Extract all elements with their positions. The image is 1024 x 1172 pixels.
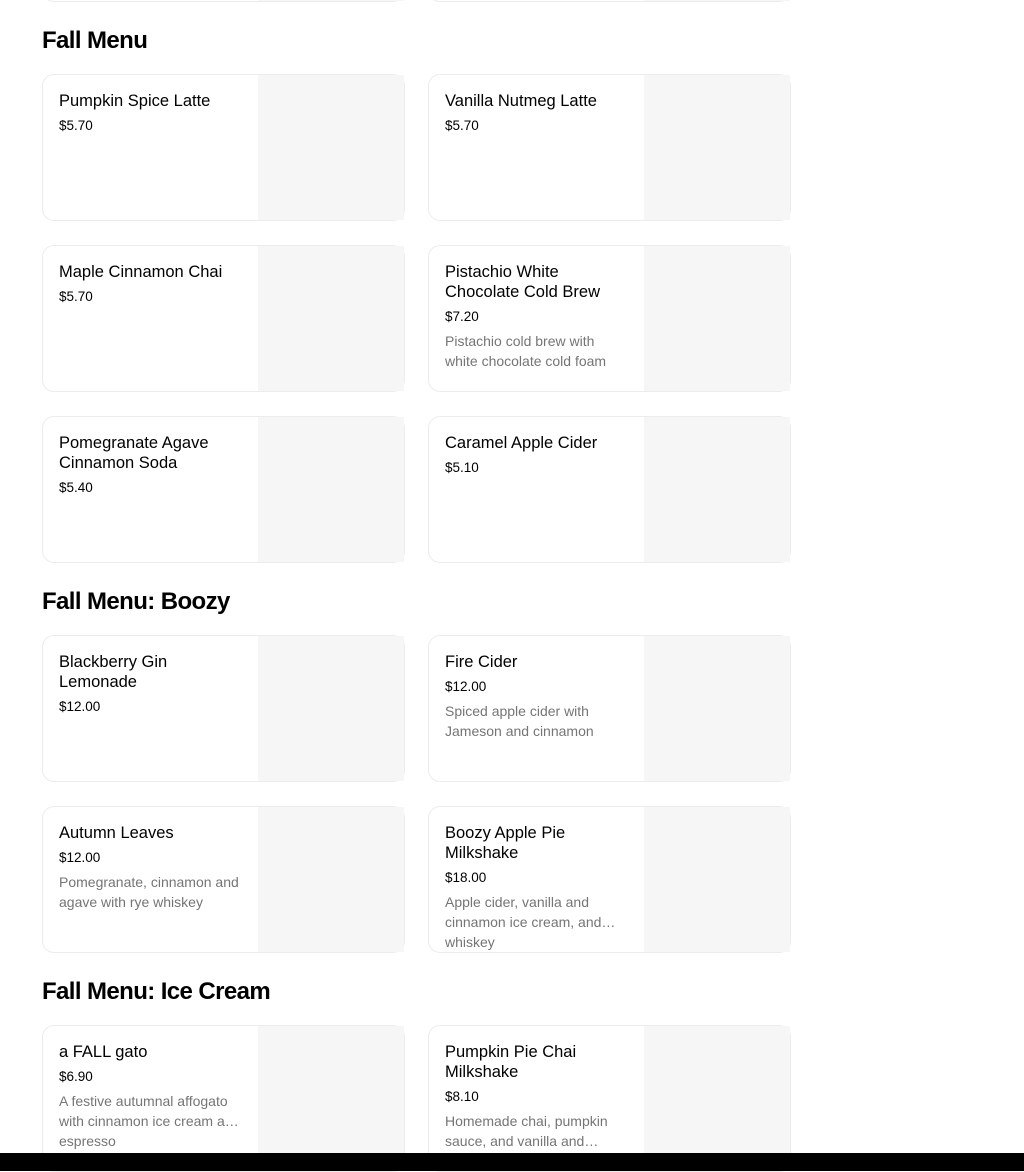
item-price: $8.10 (445, 1089, 479, 1104)
item-price: $18.00 (445, 870, 487, 885)
menu-item-card[interactable] (42, 806, 405, 953)
item-price: $5.70 (445, 118, 479, 133)
item-description: A festive autumnal affogato with cinnamon ice cream and espresso (59, 1093, 241, 1149)
item-image (258, 0, 404, 1)
item-image (644, 636, 790, 781)
menu-item-card-partial[interactable] (42, 0, 405, 2)
menu-item-card[interactable] (42, 416, 405, 563)
item-description: Pomegranate, cinnamon and agave with rye whiskey (59, 874, 239, 910)
menu-item-card[interactable] (428, 416, 791, 563)
item-price: $12.00 (59, 699, 101, 714)
item-price: $12.00 (59, 850, 101, 865)
item-image (644, 0, 790, 1)
menu-item-card[interactable] (428, 1025, 791, 1172)
menu-item-card[interactable] (42, 635, 405, 782)
item-description: Homemade chai, pumpkin sauce, and vanilla and (445, 1113, 608, 1149)
item-description: Apple cider, vanilla and cinnamon ice cream, and whiskey (445, 894, 602, 950)
item-image (258, 1026, 404, 1171)
item-name: Autumn Leaves (59, 824, 174, 842)
item-price: $5.70 (59, 289, 93, 304)
item-name: Vanilla Nutmeg Latte (445, 92, 597, 110)
menu-item-card[interactable] (42, 1025, 405, 1172)
item-name: Pumpkin Pie Chai Milkshake (445, 1043, 577, 1081)
item-image (258, 417, 404, 562)
item-name: Pumpkin Spice Latte (59, 92, 211, 110)
item-name: Fire Cider (445, 653, 518, 671)
menu-item-card[interactable] (428, 74, 791, 221)
item-name: Caramel Apple Cider (445, 434, 598, 452)
item-price: $5.70 (59, 118, 93, 133)
item-image (644, 75, 790, 220)
item-image (258, 75, 404, 220)
item-image (258, 636, 404, 781)
section-title: Fall Menu: Ice Cream (42, 978, 271, 1005)
item-price: $6.90 (59, 1069, 93, 1084)
section-title: Fall Menu (42, 27, 148, 54)
item-name: Maple Cinnamon Chai (59, 263, 223, 281)
item-price: $5.10 (445, 460, 479, 475)
item-name: a FALL gato (59, 1043, 148, 1061)
item-image (644, 807, 790, 952)
menu-item-card[interactable] (42, 245, 405, 392)
menu-item-card[interactable] (42, 74, 405, 221)
menu-item-card[interactable] (428, 245, 791, 392)
item-price: $12.00 (445, 679, 487, 694)
item-name: Boozy Apple Pie Milkshake (445, 824, 566, 862)
item-name: Blackberry Gin Lemonade (59, 653, 168, 691)
item-name: Pistachio White Chocolate Cold Brew (445, 263, 600, 301)
bottom-bar (0, 1153, 1024, 1171)
menu-item-card[interactable] (428, 806, 791, 953)
item-image (644, 246, 790, 391)
item-price: $7.20 (445, 309, 479, 324)
item-description: Pistachio cold brew with white chocolate cold foam (445, 333, 607, 369)
item-description: Spiced apple cider with Jameson and cinnamon (445, 703, 594, 739)
menu-item-card[interactable] (428, 635, 791, 782)
section-title: Fall Menu: Boozy (42, 588, 230, 615)
menu-item-card-partial[interactable] (428, 0, 791, 2)
item-price: $5.40 (59, 480, 93, 495)
item-image (644, 1026, 790, 1171)
item-name: Pomegranate Agave Cinnamon Soda (59, 434, 209, 472)
item-image (644, 417, 790, 562)
item-image (258, 807, 404, 952)
item-image (258, 246, 404, 391)
